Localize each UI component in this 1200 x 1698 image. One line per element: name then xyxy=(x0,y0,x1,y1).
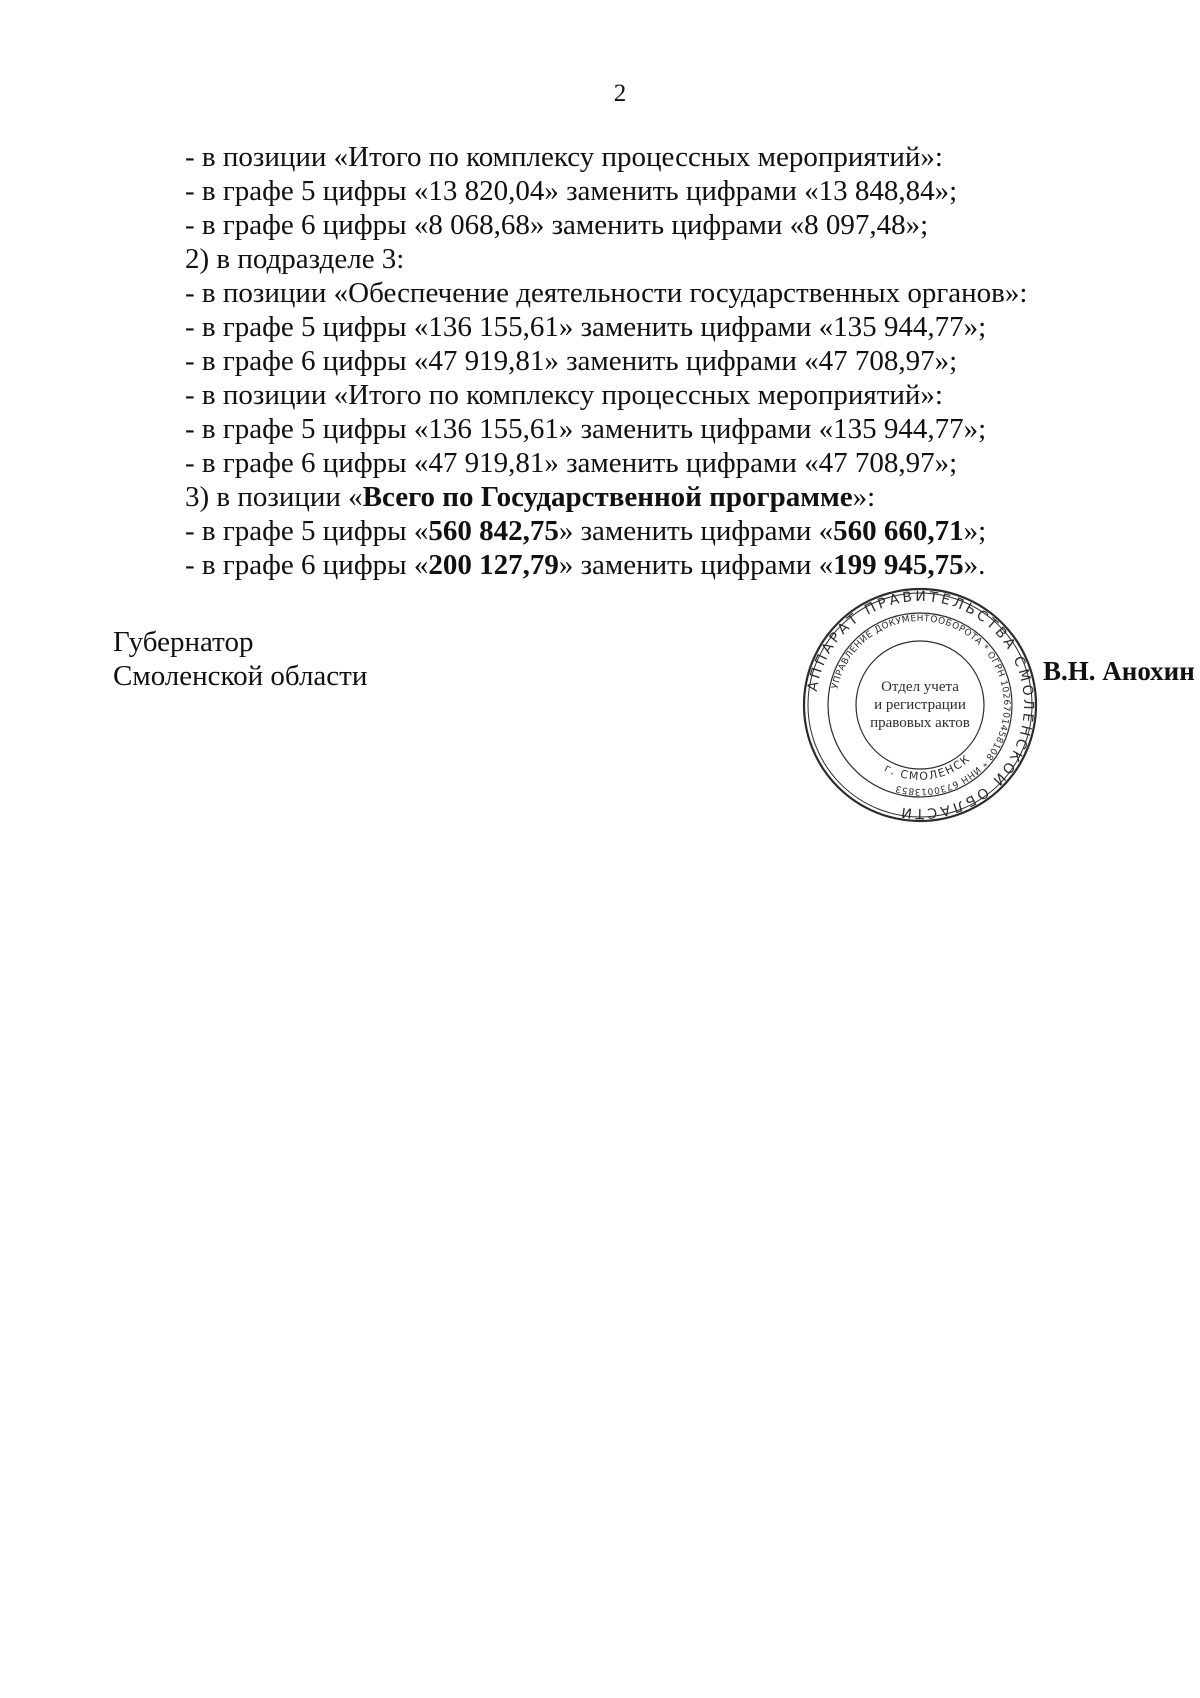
text-segment: - в графе 5 цифры «136 155,61» заменить цифрами «135 944,77»; xyxy=(185,311,987,343)
document-line xyxy=(185,412,1085,446)
text-segment: » заменить цифрами « xyxy=(558,515,834,547)
text-segment: - в графе 6 цифры «8 068,68» заменить цифрами «8 097,48»; xyxy=(185,209,929,241)
signature-block xyxy=(113,625,367,693)
official-seal-stamp xyxy=(800,585,1040,825)
seal-city-text: г. СМОЛЕНСК xyxy=(882,751,974,784)
document-line xyxy=(185,310,1085,344)
text-segment: - в графе 6 цифры «47 919,81» заменить цифрами «47 708,97»; xyxy=(185,345,958,377)
bold-text-segment: 560 842,75 xyxy=(428,515,559,547)
seal-center-line-1: Отдел учета xyxy=(881,679,959,695)
document-line xyxy=(185,446,1085,480)
document-line xyxy=(185,514,1085,548)
document-line xyxy=(185,344,1085,378)
text-segment: »; xyxy=(963,515,987,547)
signatory-region: Смоленской области xyxy=(113,660,368,692)
text-segment: »: xyxy=(852,481,876,513)
signatory-name: В.Н. Анохин xyxy=(1043,656,1195,686)
text-segment: - в позиции «Итого по комплексу процессных мероприятий»: xyxy=(185,379,943,411)
seal-outer-text: АППАРАТ ПРАВИТЕЛЬСТВА СМОЛЕНСКОЙ ОБЛАСТИ xyxy=(804,588,1037,822)
bold-text-segment: Всего по Государственной программе xyxy=(362,481,853,513)
document-line xyxy=(185,378,1085,412)
document-line xyxy=(185,276,1085,310)
document-line xyxy=(185,140,1085,174)
text-segment: - в графе 5 цифры «136 155,61» заменить цифрами «135 944,77»; xyxy=(185,413,987,445)
document-body xyxy=(185,140,1085,582)
document-line xyxy=(185,242,1085,276)
document-line xyxy=(185,548,1085,582)
text-segment: » заменить цифрами « xyxy=(558,549,834,581)
text-segment: - в графе 5 цифры «13 820,04» заменить цифрами «13 848,84»; xyxy=(185,175,958,207)
document-line xyxy=(185,208,1085,242)
text-segment: 2) в подразделе 3: xyxy=(185,243,405,275)
text-segment: - в графе 6 цифры « xyxy=(185,549,429,581)
text-segment: - в графе 6 цифры «47 919,81» заменить цифрами «47 708,97»; xyxy=(185,447,958,479)
page-number: 2 xyxy=(613,80,627,107)
text-segment: - в позиции «Итого по комплексу процессных мероприятий»: xyxy=(185,141,943,173)
seal-graphic xyxy=(800,585,1040,825)
bold-text-segment: 199 945,75 xyxy=(833,549,964,581)
seal-center-line-3: правовых актов xyxy=(870,715,970,731)
signatory-title: Губернатор xyxy=(113,626,254,658)
text-segment: ». xyxy=(963,549,986,581)
text-segment: - в графе 5 цифры « xyxy=(185,515,429,547)
document-line xyxy=(185,480,1085,514)
bold-text-segment: 560 660,71 xyxy=(833,515,964,547)
seal-inner-text: УПРАВЛЕНИЕ ДОКУМЕНТООБОРОТА * ОГРН 1026701458108 * ИНН 6730013853 xyxy=(830,613,1012,797)
text-segment: 3) в позиции « xyxy=(185,481,363,513)
document-line xyxy=(185,174,1085,208)
bold-text-segment: 200 127,79 xyxy=(428,549,559,581)
seal-center-line-2: и регистрации xyxy=(874,697,966,713)
text-segment: - в позиции «Обеспечение деятельности государственных органов»: xyxy=(185,277,1028,309)
